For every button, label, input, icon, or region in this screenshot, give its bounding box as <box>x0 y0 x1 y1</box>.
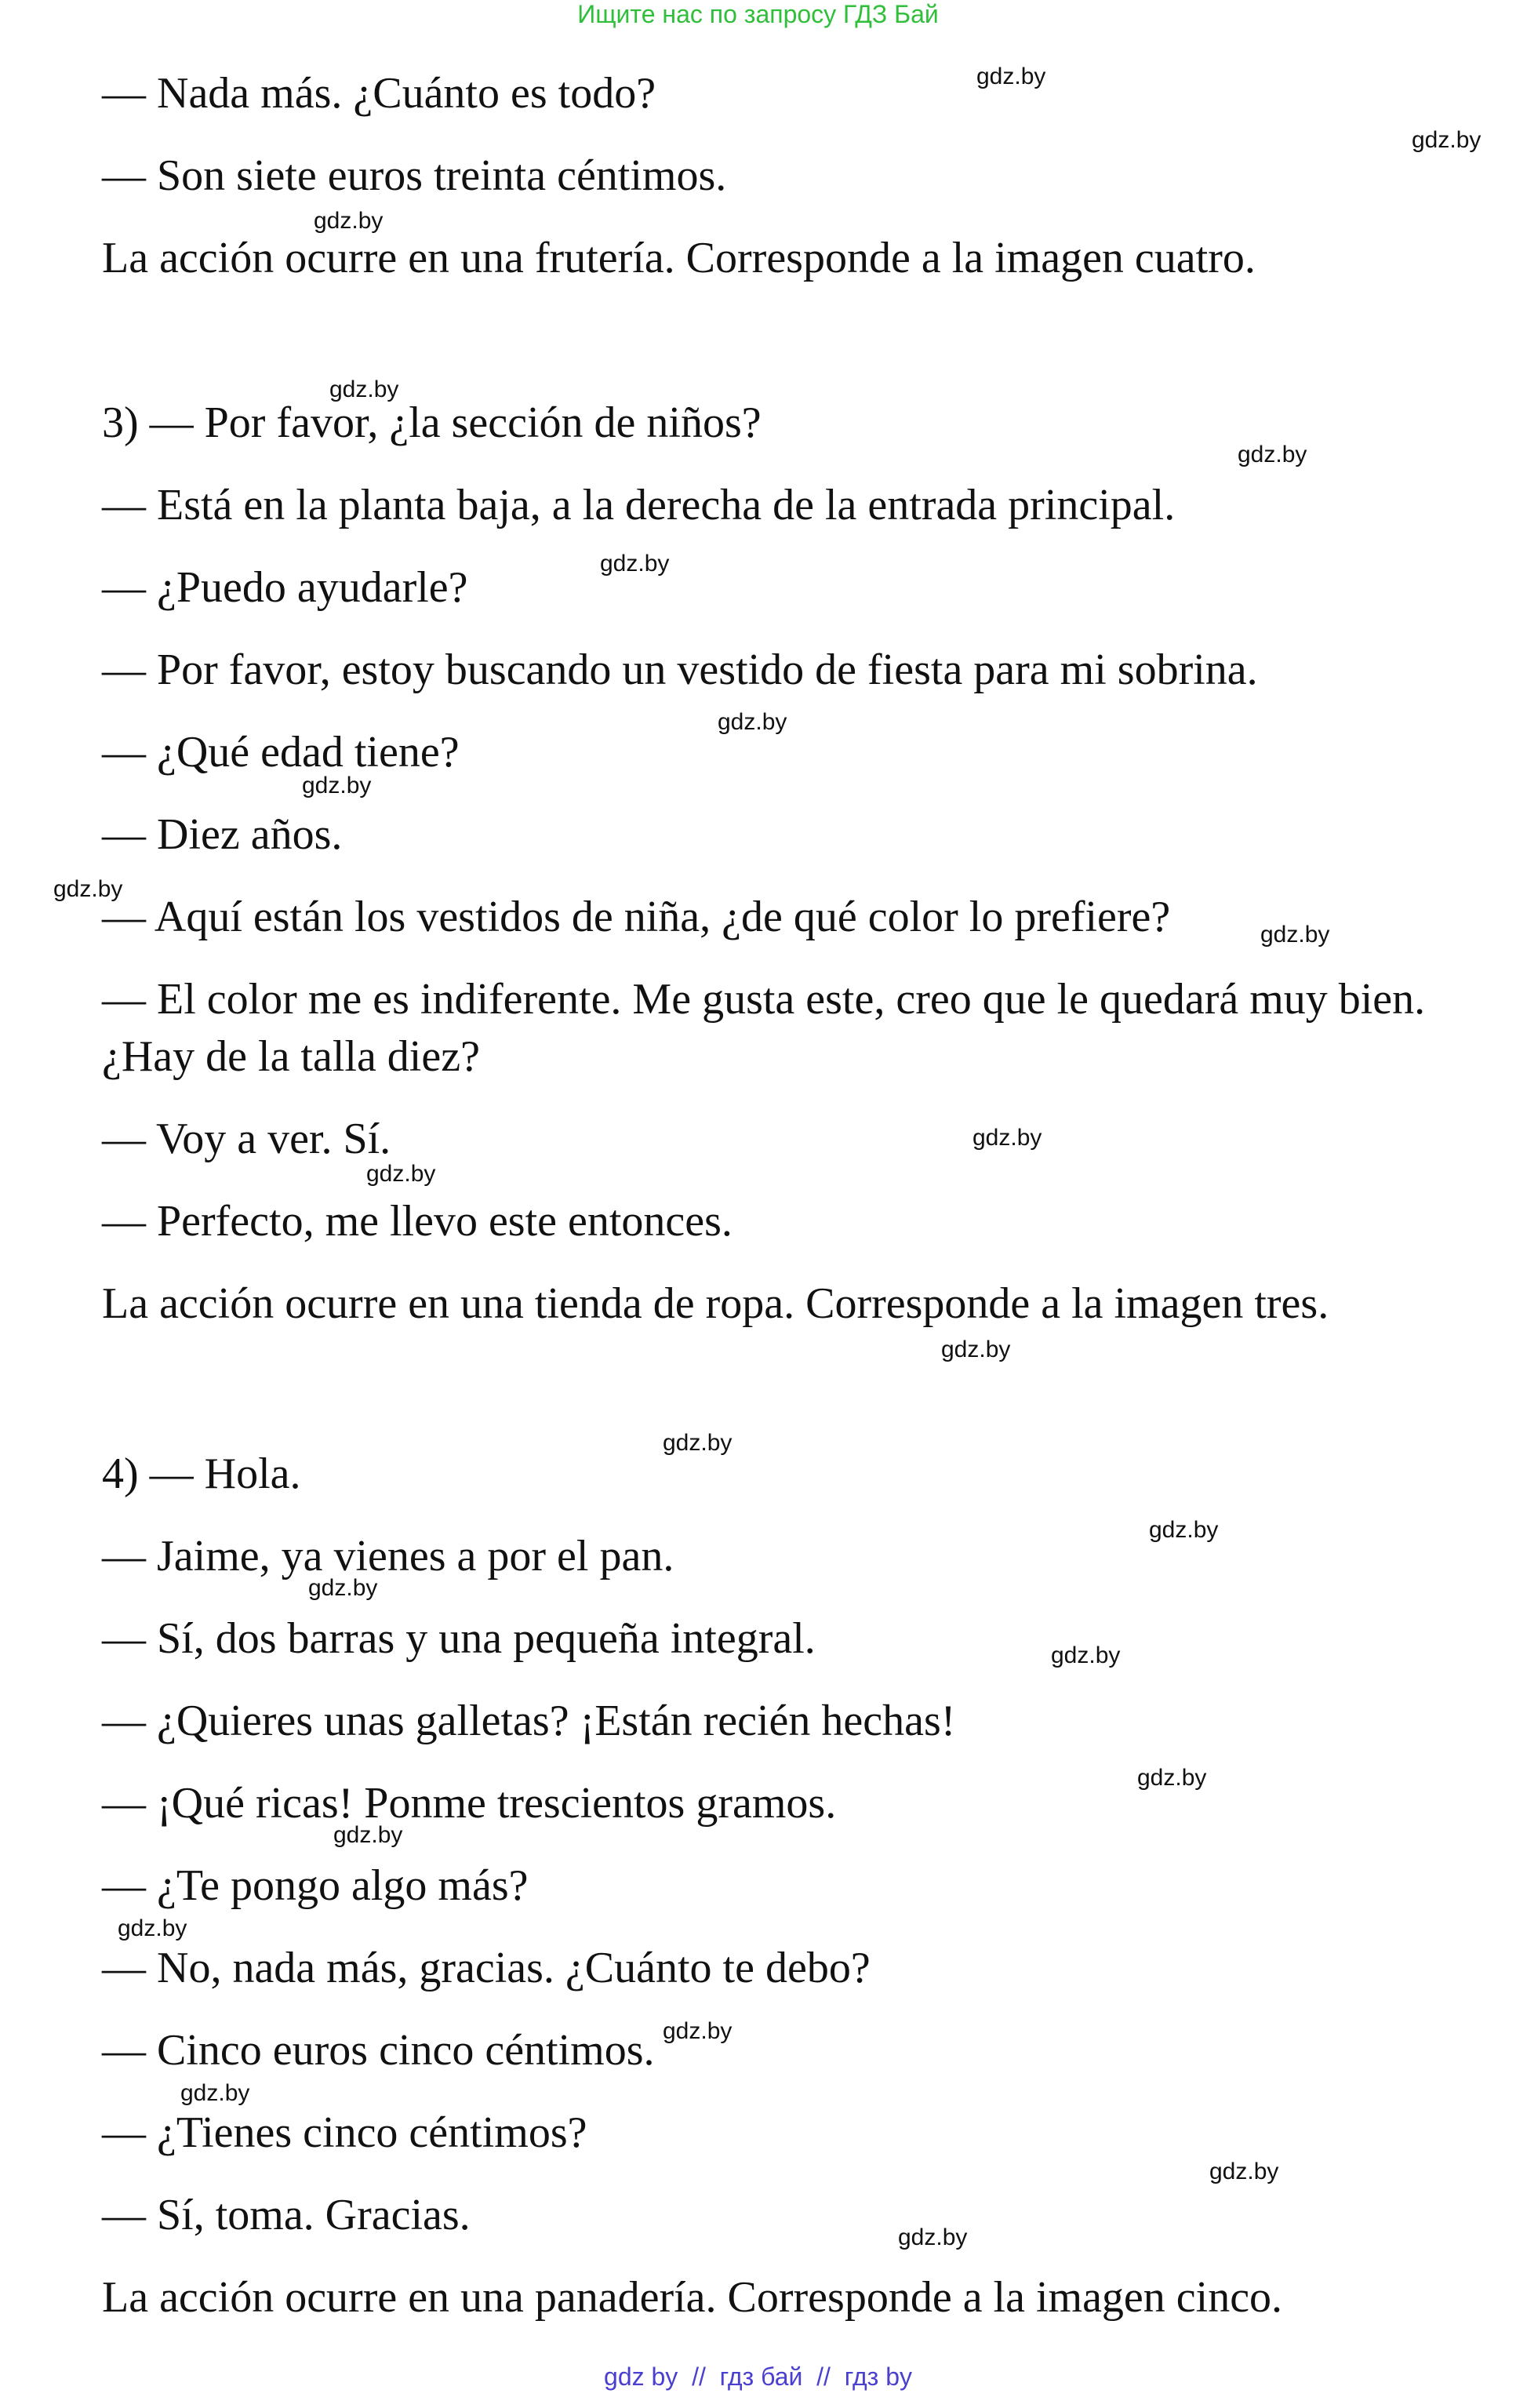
dialogue-heading: 4) — Hola. <box>102 1450 301 1498</box>
dialogue-line: — Cinco euros cinco céntimos. <box>102 2026 655 2075</box>
watermark: gdz.by <box>972 1125 1042 1151</box>
watermark: gdz.by <box>302 773 372 798</box>
watermark: gdz.by <box>1209 2159 1279 2184</box>
scene-summary: La acción ocurre en una frutería. Corresponde a la imagen cuatro. <box>102 234 1256 282</box>
dialogue-line: — Está en la planta baja, a la derecha de la entrada principal. <box>102 481 1176 529</box>
watermark: gdz.by <box>600 551 670 577</box>
watermark: gdz.by <box>1149 1517 1219 1543</box>
watermark: gdz.by <box>663 2018 733 2044</box>
site-footer-links[interactable]: gdz by // гдз бай // гдз by <box>604 2363 912 2391</box>
dialogue-line: — Por favor, estoy buscando un vestido de fiesta para mi sobrina. <box>102 646 1258 694</box>
dialogue-line: — ¿Tienes cinco céntimos? <box>102 2108 587 2157</box>
dialogue-line: — Perfecto, me llevo este entonces. <box>102 1197 733 1246</box>
dialogue-line: — ¿Te pongo algo más? <box>102 1861 529 1910</box>
watermark: gdz.by <box>329 376 399 402</box>
dialogue-line: — Voy a ver. Sí. <box>102 1115 391 1163</box>
dialogue-line: — Son siete euros treinta céntimos. <box>102 151 727 200</box>
scene-summary: La acción ocurre en una panadería. Corresponde a la imagen cinco. <box>102 2273 1283 2322</box>
watermark: gdz.by <box>976 64 1046 89</box>
dialogue-line: — Diez años. <box>102 810 343 859</box>
watermark: gdz.by <box>941 1337 1011 1362</box>
watermark: gdz.by <box>53 876 123 902</box>
watermark: gdz.by <box>308 1575 378 1601</box>
scene-summary: La acción ocurre en una tienda de ropa. Corresponde a la imagen tres. <box>102 1279 1329 1328</box>
dialogue-line: — Sí, dos barras y una pequeña integral. <box>102 1614 816 1663</box>
watermark: gdz.by <box>1137 1765 1207 1791</box>
watermark: gdz.by <box>1412 127 1481 153</box>
dialogue-line: — ¿Qué edad tiene? <box>102 728 460 777</box>
watermark: gdz.by <box>1260 922 1330 948</box>
site-banner[interactable]: Ищите нас по запросу ГДЗ Бай <box>577 0 939 28</box>
dialogue-line: — Aquí están los vestidos de niña, ¿de qué color lo prefiere? <box>102 893 1171 941</box>
watermark: gdz.by <box>314 208 384 234</box>
dialogue-line: — ¡Qué ricas! Ponme trescientos gramos. <box>102 1779 837 1828</box>
watermark: gdz.by <box>663 1430 733 1456</box>
dialogue-line: — ¿Puedo ayudarle? <box>102 563 468 612</box>
dialogue-line: — Nada más. ¿Cuánto es todo? <box>102 69 656 118</box>
watermark: gdz.by <box>1238 442 1307 467</box>
watermark: gdz.by <box>718 709 787 735</box>
dialogue-line: — Sí, toma. Gracias. <box>102 2191 471 2239</box>
dialogue-line: — Jaime, ya vienes a por el pan. <box>102 1532 674 1580</box>
watermark: gdz.by <box>118 1915 187 1941</box>
watermark: gdz.by <box>898 2224 968 2250</box>
watermark: gdz.by <box>333 1822 403 1848</box>
dialogue-heading: 3) — Por favor, ¿la sección de niños? <box>102 398 762 447</box>
dialogue-line: ¿Hay de la talla diez? <box>102 1032 480 1081</box>
watermark: gdz.by <box>1051 1642 1121 1668</box>
dialogue-line: — No, nada más, gracias. ¿Cuánto te debo? <box>102 1944 871 1992</box>
dialogue-line: — ¿Quieres unas galletas? ¡Están recién hechas! <box>102 1697 956 1745</box>
dialogue-line: — El color me es indiferente. Me gusta este, creo que le quedará muy bien. <box>102 975 1426 1024</box>
watermark: gdz.by <box>366 1161 436 1187</box>
watermark: gdz.by <box>180 2080 250 2106</box>
